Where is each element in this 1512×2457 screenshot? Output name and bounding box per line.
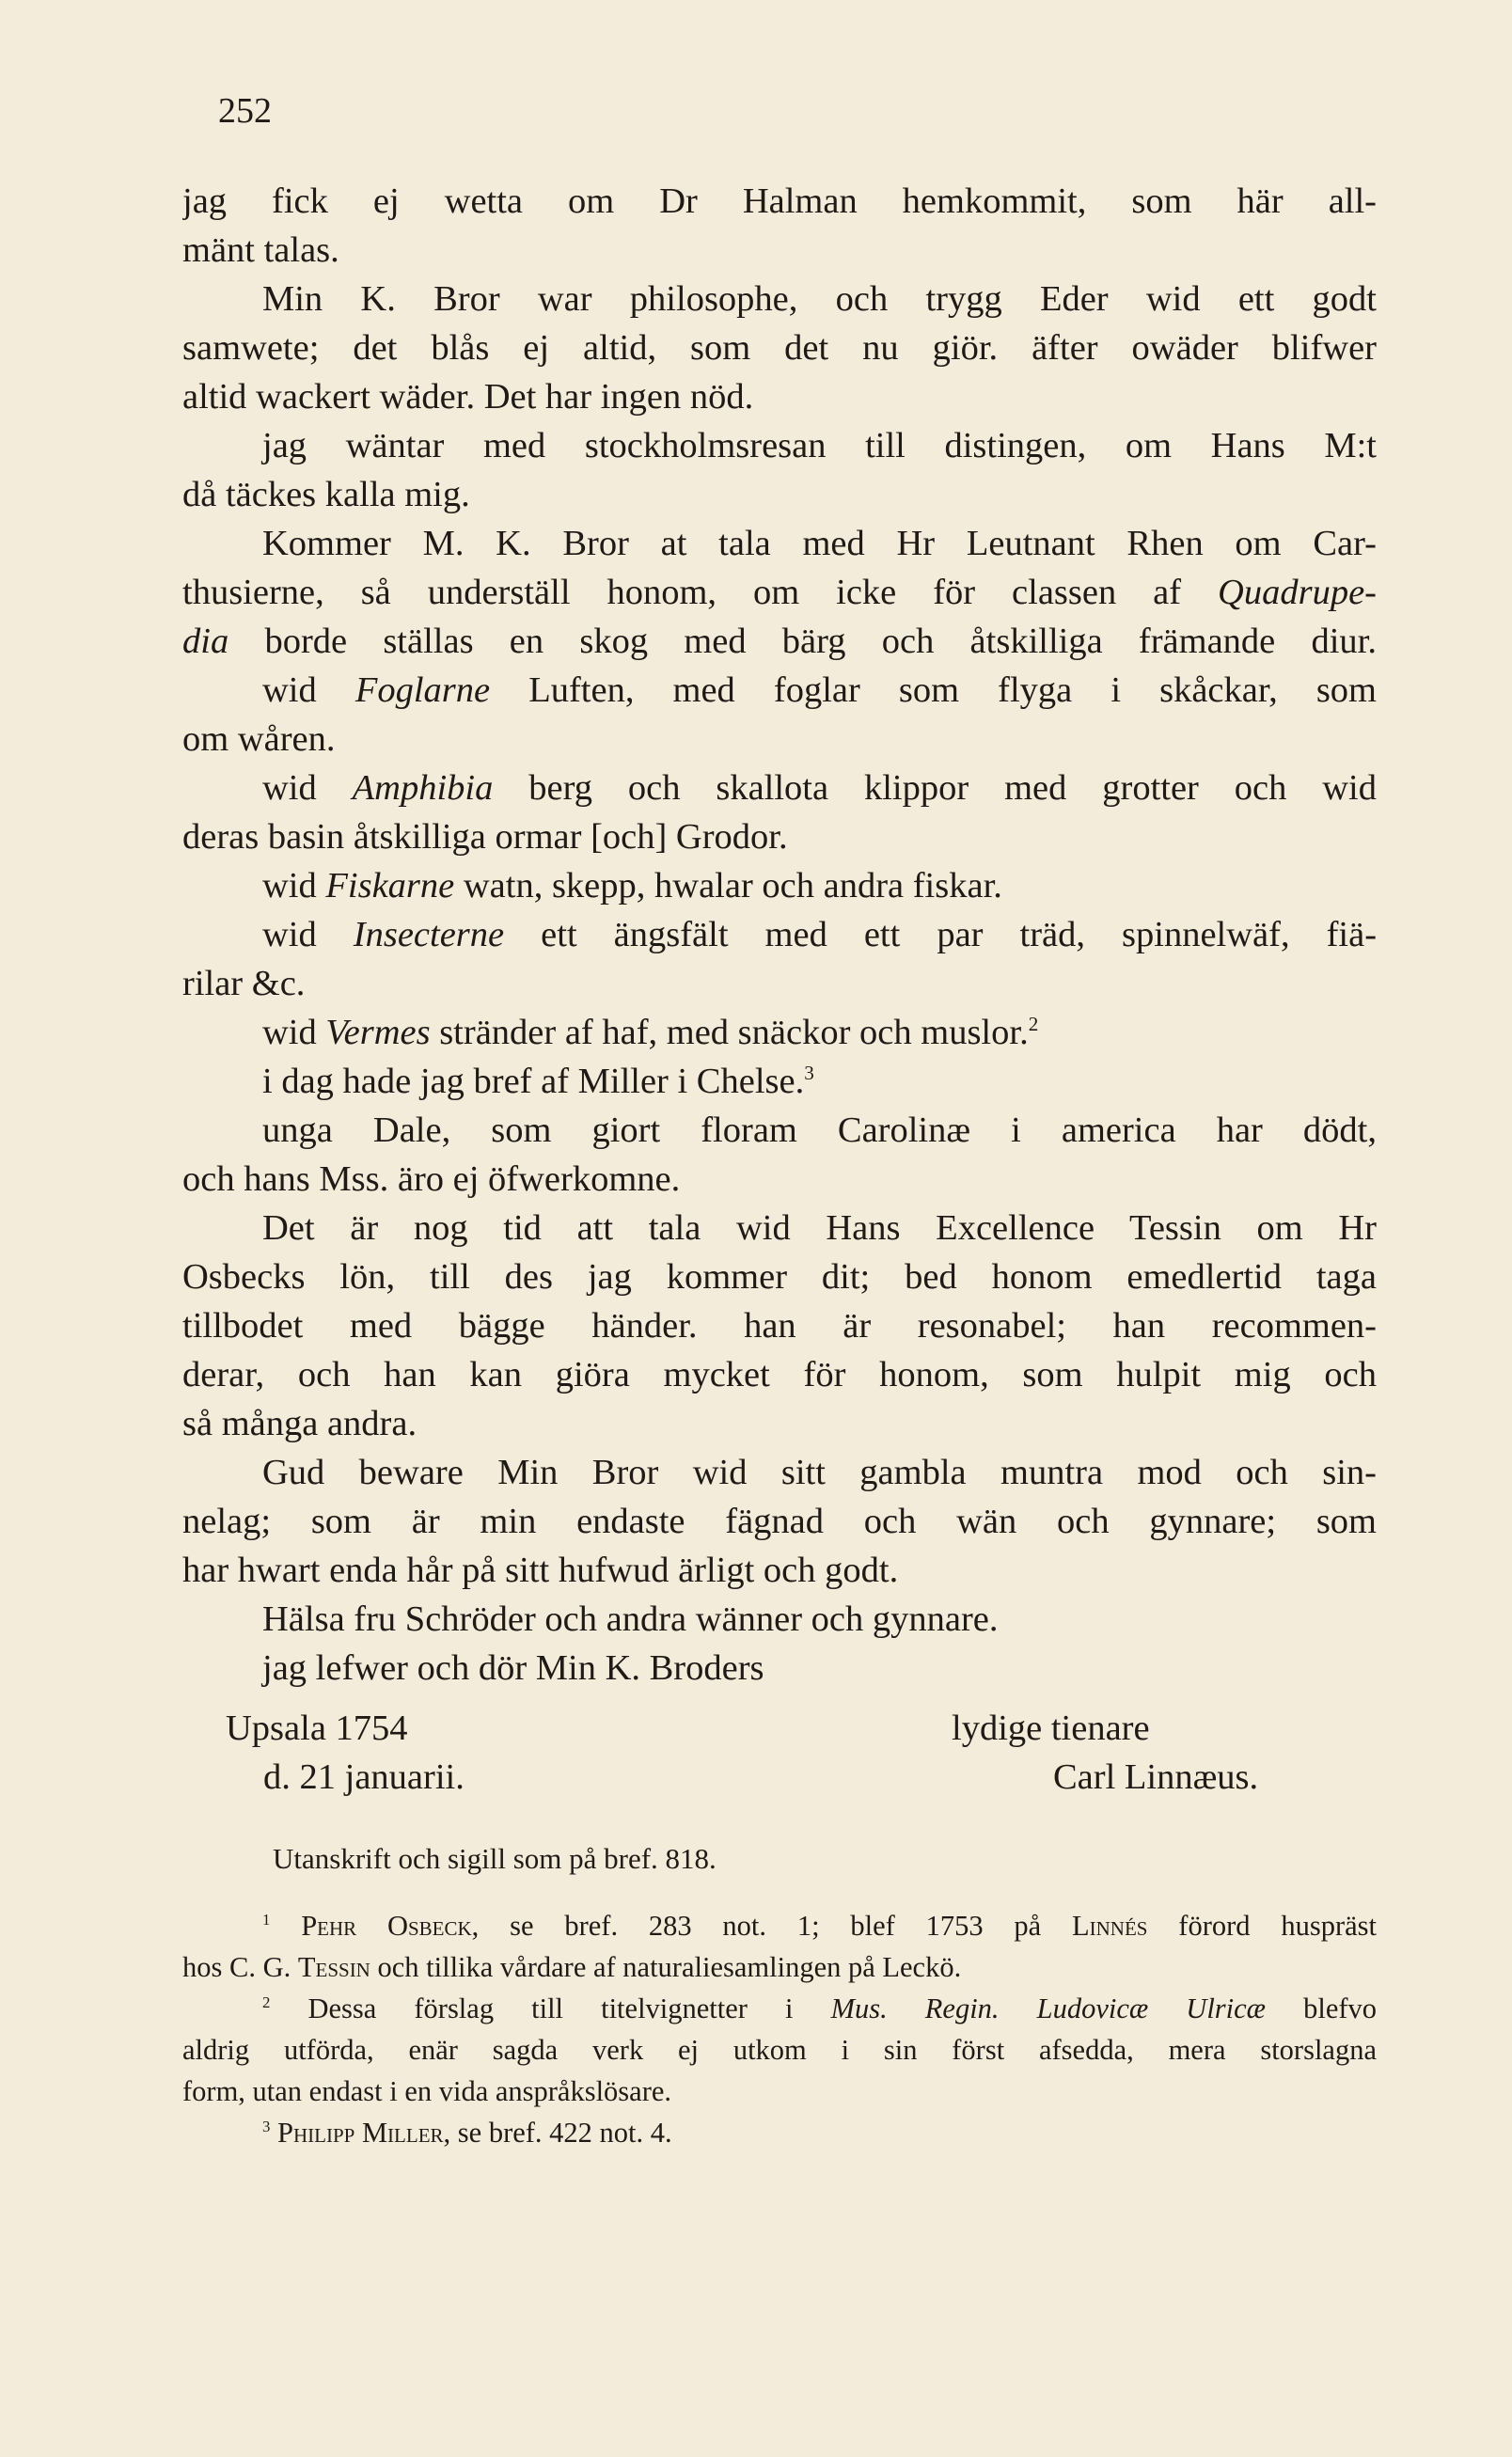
text-line: samwete; det blås ej altid, som det nu giör. äfter owäder blifwer [182,328,1377,368]
letter-closing [0,1704,1512,1802]
text-line: rilar &c. [182,964,306,1003]
text-line [182,910,1377,959]
signature: Carl Linnæus. [1053,1757,1259,1797]
text-line: då täckes kalla mig. [182,475,470,514]
text-line: jag wäntar med stockholmsresan till distingen, om Hans M:t [262,426,1377,465]
text-line [182,666,1377,715]
text-segment: ett ängsfält med ett par träd, spinnelwäf, fiä- [541,915,1377,954]
text-line: om wåren. [182,719,336,759]
text-segment: borde ställas en skog med bärg och åtskilliga främande diur. [264,622,1377,661]
footnote-line: form, utan endast i en vida anspråkslösare. [182,2075,672,2107]
text-line: Hälsa fru Schröder och andra wänner och gynnare. [262,1599,999,1639]
footnote-line [182,1988,1377,2029]
footnote-marker: 3 [804,1062,814,1085]
text-line [182,861,1377,910]
servant-line: lydige tienare [952,1709,1150,1748]
text-segment: wid [262,670,317,710]
footnote-line [182,2112,1377,2153]
footnote-title: Mus. Regin. Ludovicæ Ulricæ [830,1992,1267,2024]
text-segment: wid [262,866,317,906]
italic-term: dia [182,622,229,661]
footnote-line [182,1905,1377,1946]
footnote-name: Tessin [297,1951,370,1983]
text-segment: wid [262,915,317,954]
text-line [182,617,1377,666]
text-line: derar, och han kan giöra mycket för honom, som hulpit mig och [182,1355,1377,1394]
page-number: 252 [218,91,272,131]
footnote-name: Pehr Osbeck, [301,1910,480,1942]
text-line: Kommer M. K. Bror at tala med Hr Leutnant Rhen om Car- [262,524,1377,563]
footnote-number: 3 [262,2117,271,2135]
footnote-text: och tillika vårdare af naturaliesamlingen på Leckö. [377,1951,962,1983]
letter-body [182,177,1377,1693]
text-line: deras basin åtskilliga ormar [och] Grodor. [182,817,788,857]
italic-term: Insecterne [353,915,505,954]
text-line: nelag; som är min endaste fägnad och wän och gynnare; som [182,1502,1377,1541]
footnote-text: förord huspräst [1178,1910,1377,1942]
footnote-line [182,1946,1377,1988]
footnote-text: Dessa förslag till titelvignetter i [307,1992,794,2024]
text-line: unga Dale, som giort floram Carolinæ i america har dödt, [262,1110,1377,1150]
text-line [182,764,1377,812]
footnote-marker: 2 [1028,1013,1039,1036]
letter-date: d. 21 januarii. [263,1757,465,1797]
text-segment: watn, skepp, hwalar och andra fiskar. [463,866,1002,906]
footnote-number: 1 [262,1910,271,1929]
text-line: har hwart enda hår på sitt hufwud ärligt och godt. [182,1551,899,1590]
italic-term: Amphibia [352,768,494,808]
text-segment: wid [262,768,317,808]
text-line [182,568,1377,617]
text-line: Det är nog tid att tala wid Hans Excellence Tessin om Hr [262,1208,1377,1248]
footnote-text: blefvo [1303,1992,1377,2024]
text-line: så många andra. [182,1404,417,1443]
footnote-name: Philipp Miller, [277,2117,451,2149]
text-line: mänt talas. [182,230,339,270]
text-line: altid wackert wäder. Det har ingen nöd. [182,377,754,417]
text-line: Min K. Bror war philosophe, och trygg Eder wid ett godt [262,279,1377,319]
text-line: jag fick ej wetta om Dr Halman hemkommit, som här all- [182,181,1377,221]
text-segment: Luften, med foglar som flyga i skåckar, som [528,670,1377,710]
text-line: jag lefwer och dör Min K. Broders [262,1648,764,1688]
text-line [182,1057,1377,1106]
footnote-text: se bref. 422 not. 4. [457,2117,672,2149]
address-note: Utanskrift och sigill som på bref. 818. [273,1842,717,1875]
footnote-number: 2 [262,1992,271,2011]
italic-term: Vermes [325,1013,431,1052]
text-segment: i dag hade jag bref af Miller i Chelse. [262,1062,805,1101]
text-line: och hans Mss. äro ej öfwerkomne. [182,1159,681,1199]
text-segment: berg och skallota klippor med grotter och wid [528,768,1377,808]
text-line [182,1008,1377,1057]
footnotes [182,1905,1377,2153]
italic-term: Quadrupe- [1218,573,1377,612]
text-line: tillbodet med bägge händer. han är resonabel; han recommen- [182,1306,1377,1346]
italic-term: Fiskarne [325,866,455,906]
footnote-text: se bref. 283 not. 1; blef 1753 på [510,1910,1042,1942]
footnote-text: hos C. G. [182,1951,291,1983]
italic-term: Foglarne [354,670,491,710]
place-year: Upsala 1754 [226,1709,408,1748]
text-segment: wid [262,1013,317,1052]
text-line: Osbecks lön, till des jag kommer dit; bed honom emedlertid taga [182,1257,1377,1297]
footnote-name: Linnés [1072,1910,1148,1942]
text-segment: thusierne, så underställ honom, om icke för classen af [182,573,1182,612]
footnote-line: aldrig utförda, enär sagda verk ej utkom i sin först afsedda, mera storslagna [182,2034,1377,2066]
text-segment: stränder af haf, med snäckor och muslor. [439,1013,1029,1052]
text-line: Gud beware Min Bror wid sitt gambla muntra mod och sin- [262,1453,1377,1492]
